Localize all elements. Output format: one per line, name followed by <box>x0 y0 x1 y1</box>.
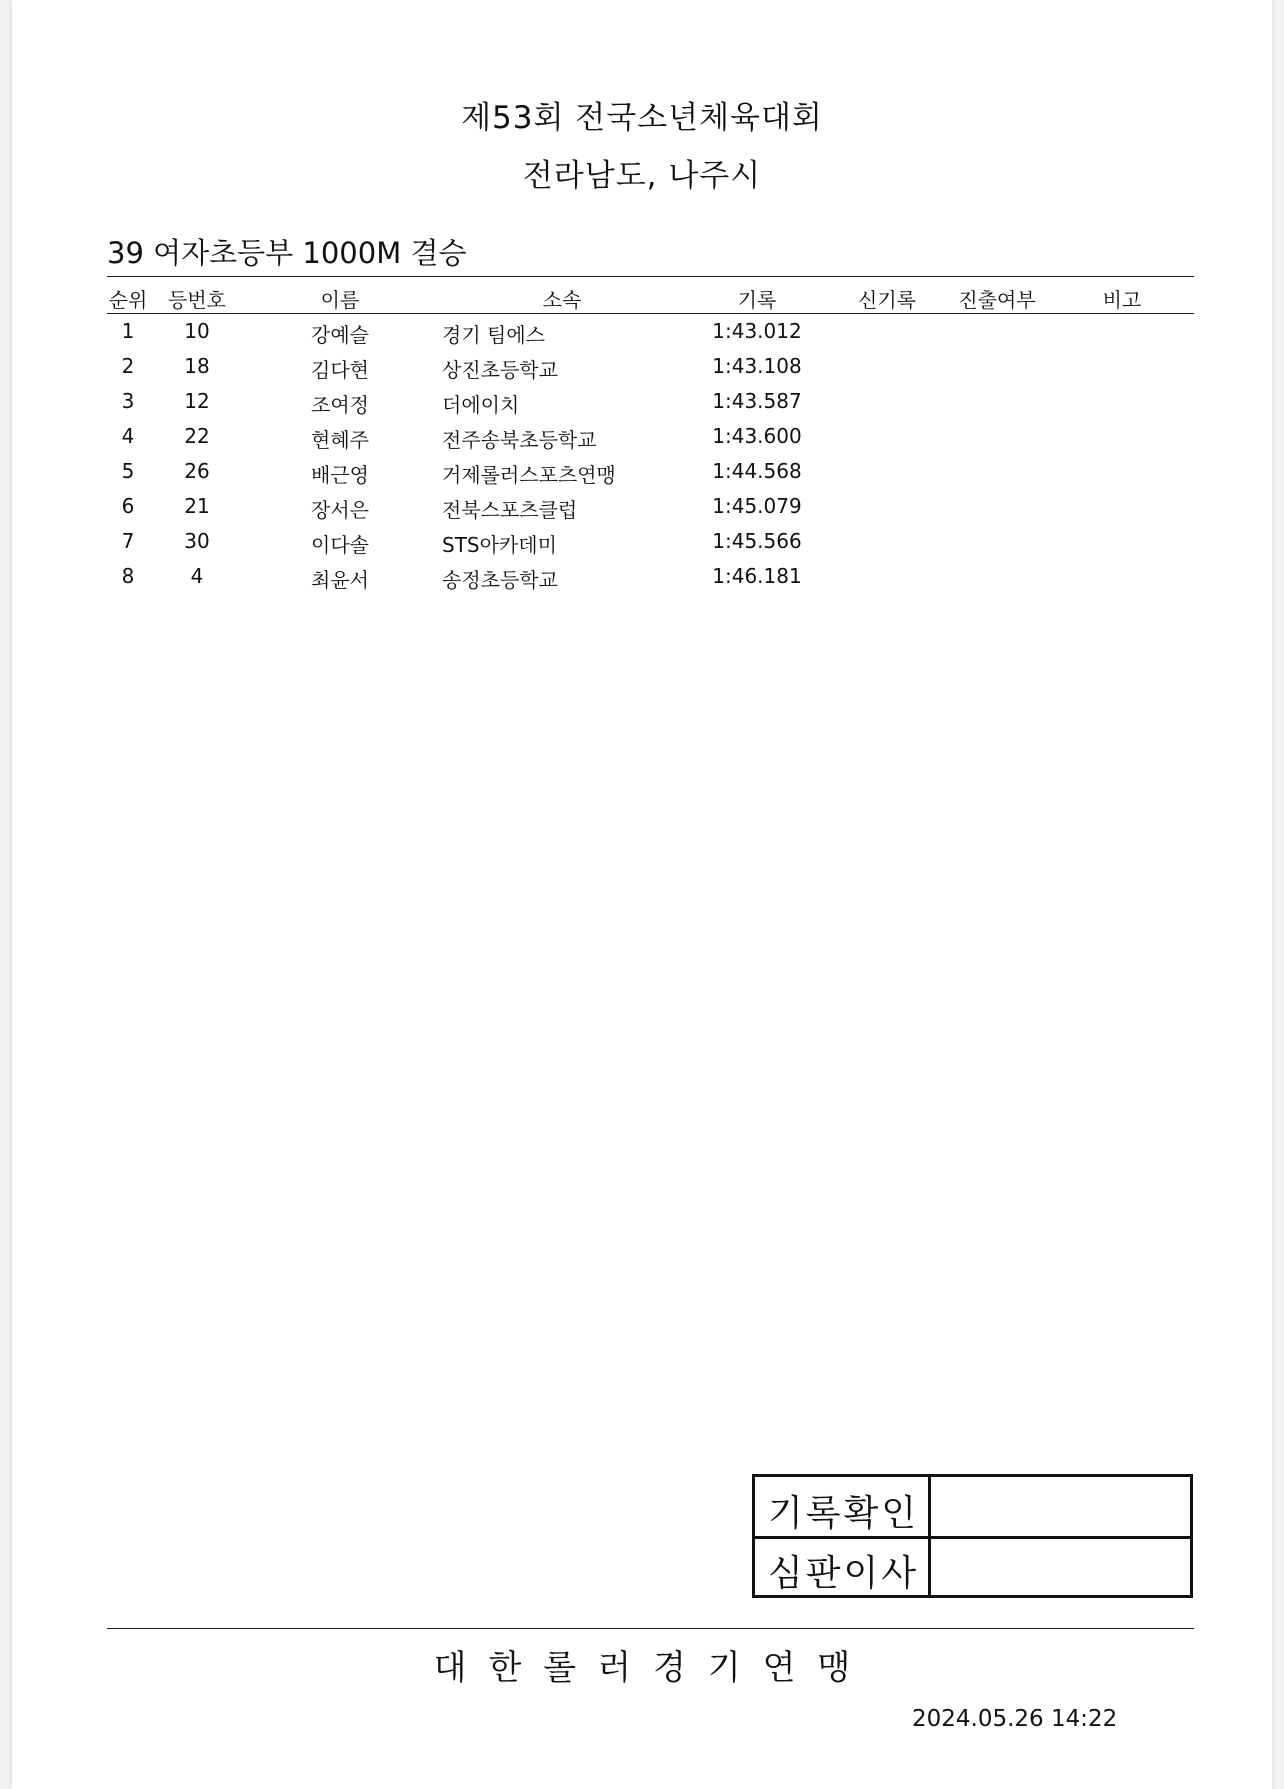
header-time: 기록 <box>737 288 777 312</box>
cell-rank: 2 <box>121 354 135 378</box>
cell-team: 송정초등학교 <box>442 568 558 592</box>
cell-time: 1:43.587 <box>712 389 802 413</box>
header-note: 비고 <box>1102 288 1142 312</box>
cell-team: 전주송북초등학교 <box>442 428 597 452</box>
cell-name: 배근영 <box>311 463 369 487</box>
cell-name: 장서은 <box>311 498 369 522</box>
table-header-rule <box>107 313 1194 314</box>
cell-name: 강예슬 <box>311 323 369 347</box>
cell-rank: 8 <box>121 564 135 588</box>
header-name: 이름 <box>320 288 360 312</box>
cell-team: 상진초등학교 <box>442 358 558 382</box>
cell-bib: 26 <box>184 459 210 483</box>
cell-rank: 1 <box>121 319 135 343</box>
signature-box <box>752 1474 1193 1598</box>
record-confirm-label: 기록확인 <box>767 1493 920 1534</box>
referee-label: 심판이사 <box>767 1553 920 1594</box>
cell-team: 경기 팀에스 <box>442 323 545 347</box>
cell-bib: 4 <box>190 564 204 588</box>
cell-name: 김다현 <box>311 358 369 382</box>
footer-rule <box>107 1628 1194 1629</box>
cell-team: 전북스포츠클럽 <box>442 498 578 522</box>
cell-time: 1:43.600 <box>712 424 802 448</box>
cell-rank: 5 <box>121 459 135 483</box>
header-bib: 등번호 <box>168 288 226 312</box>
cell-time: 1:45.079 <box>712 494 802 518</box>
cell-bib: 30 <box>184 529 210 553</box>
event-title: 39 여자초등부 1000M 결승 <box>107 236 467 270</box>
cell-rank: 7 <box>121 529 135 553</box>
cell-time: 1:45.566 <box>712 529 802 553</box>
cell-bib: 18 <box>184 354 210 378</box>
cell-time: 1:43.012 <box>712 319 802 343</box>
cell-bib: 12 <box>184 389 210 413</box>
cell-team: 거제롤러스포츠연맹 <box>442 463 616 487</box>
cell-team: 더에이치 <box>442 393 520 417</box>
cell-time: 1:43.108 <box>712 354 802 378</box>
header-new-record: 신기록 <box>858 288 916 312</box>
cell-time: 1:44.568 <box>712 459 802 483</box>
cell-bib: 10 <box>184 319 210 343</box>
header-team: 소속 <box>542 288 582 312</box>
header-rank: 순위 <box>108 288 148 312</box>
cell-time: 1:46.181 <box>712 564 802 588</box>
cell-bib: 21 <box>184 494 210 518</box>
cell-rank: 4 <box>121 424 135 448</box>
cell-rank: 3 <box>121 389 135 413</box>
cell-rank: 6 <box>121 494 135 518</box>
competition-location: 전라남도, 나주시 <box>522 158 762 194</box>
federation-name: 대한롤러경기연맹 <box>433 1648 873 1688</box>
cell-name: 이다솔 <box>311 533 369 557</box>
cell-bib: 22 <box>184 424 210 448</box>
cell-name: 최윤서 <box>311 568 369 592</box>
cell-name: 현혜주 <box>311 428 369 452</box>
competition-title: 제53회 전국소년체육대회 <box>461 100 823 136</box>
cell-team: STS아카데미 <box>442 533 557 557</box>
signature-box-row-divider <box>755 1536 1190 1539</box>
print-timestamp: 2024.05.26 14:22 <box>912 1706 1118 1732</box>
cell-name: 조여정 <box>311 393 369 417</box>
result-sheet-page <box>12 0 1272 1789</box>
table-top-rule <box>107 276 1194 277</box>
header-advance: 진출여부 <box>958 288 1036 312</box>
